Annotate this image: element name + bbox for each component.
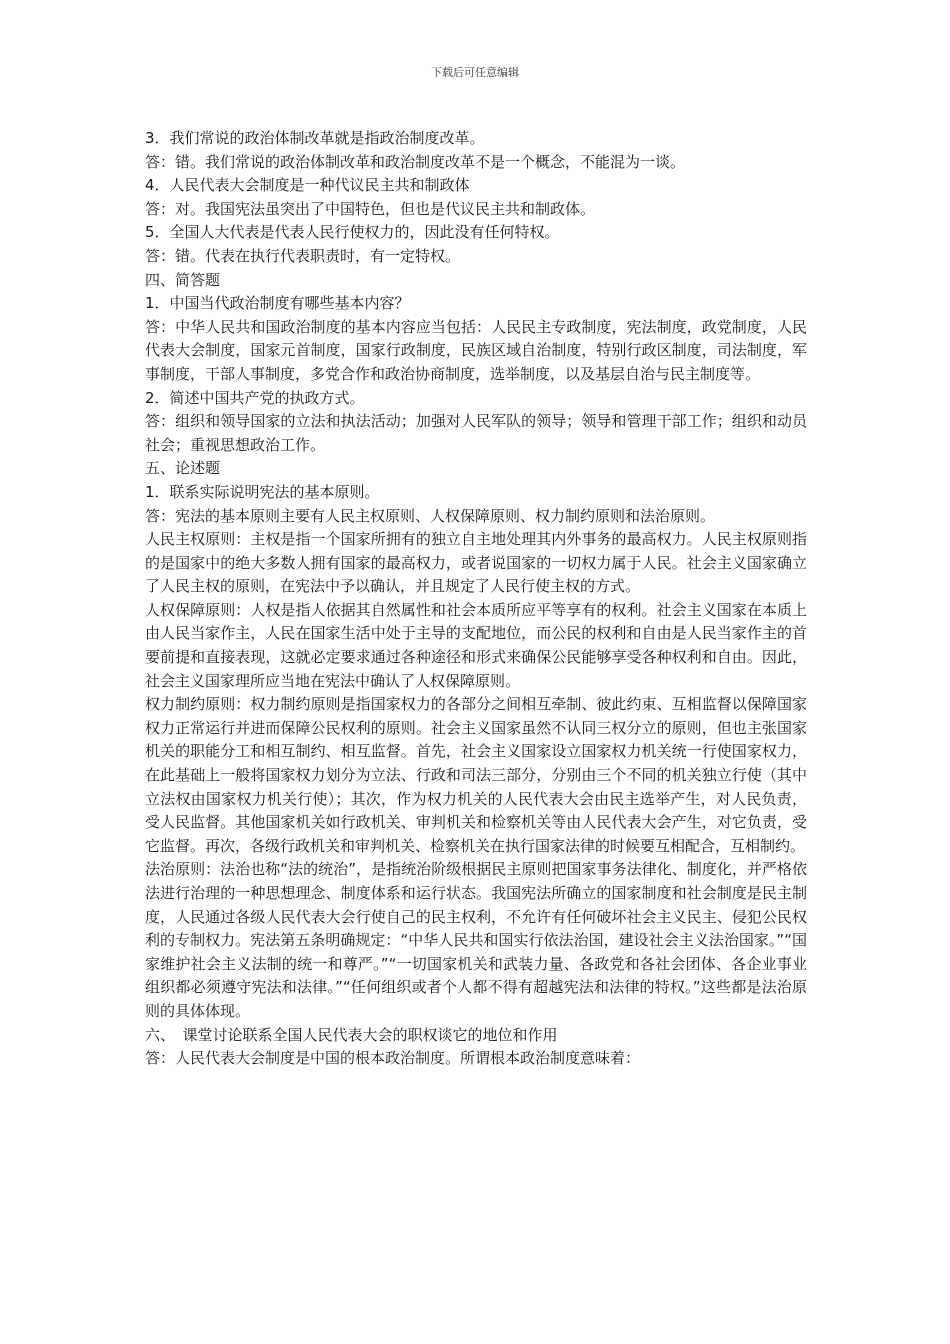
page-header: 下载后可任意编辑 (431, 66, 519, 79)
short-answer-question-2: 2．简述中国共产党的执政方式。 (145, 388, 365, 407)
section-heading-short-answer: 四、简答题 (145, 270, 221, 289)
essay-question-1: 1．联系实际说明宪法的基本原则。 (145, 482, 380, 501)
question-3: 3．我们常说的政治体制改革就是指政治制度改革。 (145, 129, 485, 147)
principle-popular-sovereignty: 人民主权原则：主权是指一个国家所拥有的独立自主地处理其内外事务的最高权力。人民主权原则指的是国家中的绝大多数人拥有国家的最高权力，或者说国家的一切权力属于人民。社会主义国家确立了人民主权的原则，在宪法中予以确认，并且规定了人民行使主权的方式。 (145, 530, 807, 596)
question-4: 4．人民代表大会制度是一种代议民主共和制政体 (145, 176, 470, 195)
section-heading-essay: 五、论述题 (145, 459, 221, 478)
answer-3: 答：错。我们常说的政治体制改革和政治制度改革不是一个概念，不能混为一谈。 (145, 152, 686, 171)
short-answer-question-1: 1．中国当代政治制度有哪些基本内容？ (145, 294, 410, 313)
answer-5: 答：错。代表在执行代表职责时，有一定特权。 (145, 246, 461, 265)
short-answer-2: 答：组织和领导国家的立法和执法活动；加强对人民军队的领导；领导和管理干部工作；组织和动员社会；重视思想政治工作。 (145, 412, 807, 454)
answer-4: 答：对。我国宪法虽突出了中国特色，但也是代议民主共和制政体。 (145, 199, 596, 218)
section-heading-discussion: 六、 课堂讨论联系全国人民代表大会的职权谈它的地位和作用 (145, 1025, 558, 1044)
principle-checks-on-power: 权力制约原则：权力制约原则是指国家权力的各部分之间相互牵制、彼此约束、互相监督以保障国家权力正常运行并进而保障公民权利的原则。社会主义国家虽然不认同三权分立的原则，但也主张国家机关的职能分工和相互制约、相互监督。首先，社会主义国家设立国家权力机关统一行使国家权力，在此基础上一般将国家权力划分为立法、行政和司法三部分，分别由三个不同的机关独立行使（其中立法权由国家权力机关行使）；其次，作为权力机关的人民代表大会由民主选举产生，对人民负责，受人民监督。其他国家机关如行政机关、审判机关和检察机关等由人民代表大会产生，对它负责，受它监督。再次，各级行政机关和审判机关、检察机关在执行国家法律的时候要互相配合，互相制约。 (145, 695, 807, 855)
short-answer-1: 答：中华人民共和国政治制度的基本内容应当包括：人民民主专政制度，宪法制度，政党制度，人民代表大会制度，国家元首制度，国家行政制度，民族区域自治制度，特别行政区制度，司法制度，军事制度，干部人事制度，多党合作和政治协商制度，选举制度，以及基层自治与民主制度等。 (145, 317, 807, 383)
document-body (145, 127, 807, 1071)
discussion-answer: 答：人民代表大会制度是中国的根本政治制度。所谓根本政治制度意味着： (145, 1049, 641, 1068)
principle-rule-of-law: 法治原则：法治也称“法的统治”，是指统治阶级根据民主原则把国家事务法律化、制度化，并严格依法进行治理的一种思想理念、制度体系和运行状态。我国宪法所确立的国家制度和社会制度是民主制度，人民通过各级人民代表大会行使自己的民主权利，不允许有任何破坏社会主义民主、侵犯公民权利的专制权力。宪法第五条明确规定：“中华人民共和国实行依法治国，建设社会主义法治国家。”“国家维护社会主义法制的统一和尊严。”“一切国家机关和武装力量、各政党和各社会团体、各企业事业组织都必须遵守宪法和法律。”“任何组织或者个人都不得有超越宪法和法律的特权。”这些都是法治原则的具体体现。 (145, 860, 807, 1020)
principle-human-rights: 人权保障原则：人权是指人依据其自然属性和社会本质所应平等享有的权利。社会主义国家在本质上由人民当家作主，人民在国家生活中处于主导的支配地位，而公民的权利和自由是人民当家作主的首要前提和直接表现，这就必定要求通过各种途径和形式来确保公民能够享受各种权利和自由。因此，社会主义国家理所应当地在宪法中确认了人权保障原则。 (145, 600, 807, 690)
essay-answer-intro: 答：宪法的基本原则主要有人民主权原则、人权保障原则、权力制约原则和法治原则。 (145, 506, 716, 525)
question-5: 5．全国人大代表是代表人民行使权力的，因此没有任何特权。 (145, 223, 560, 242)
